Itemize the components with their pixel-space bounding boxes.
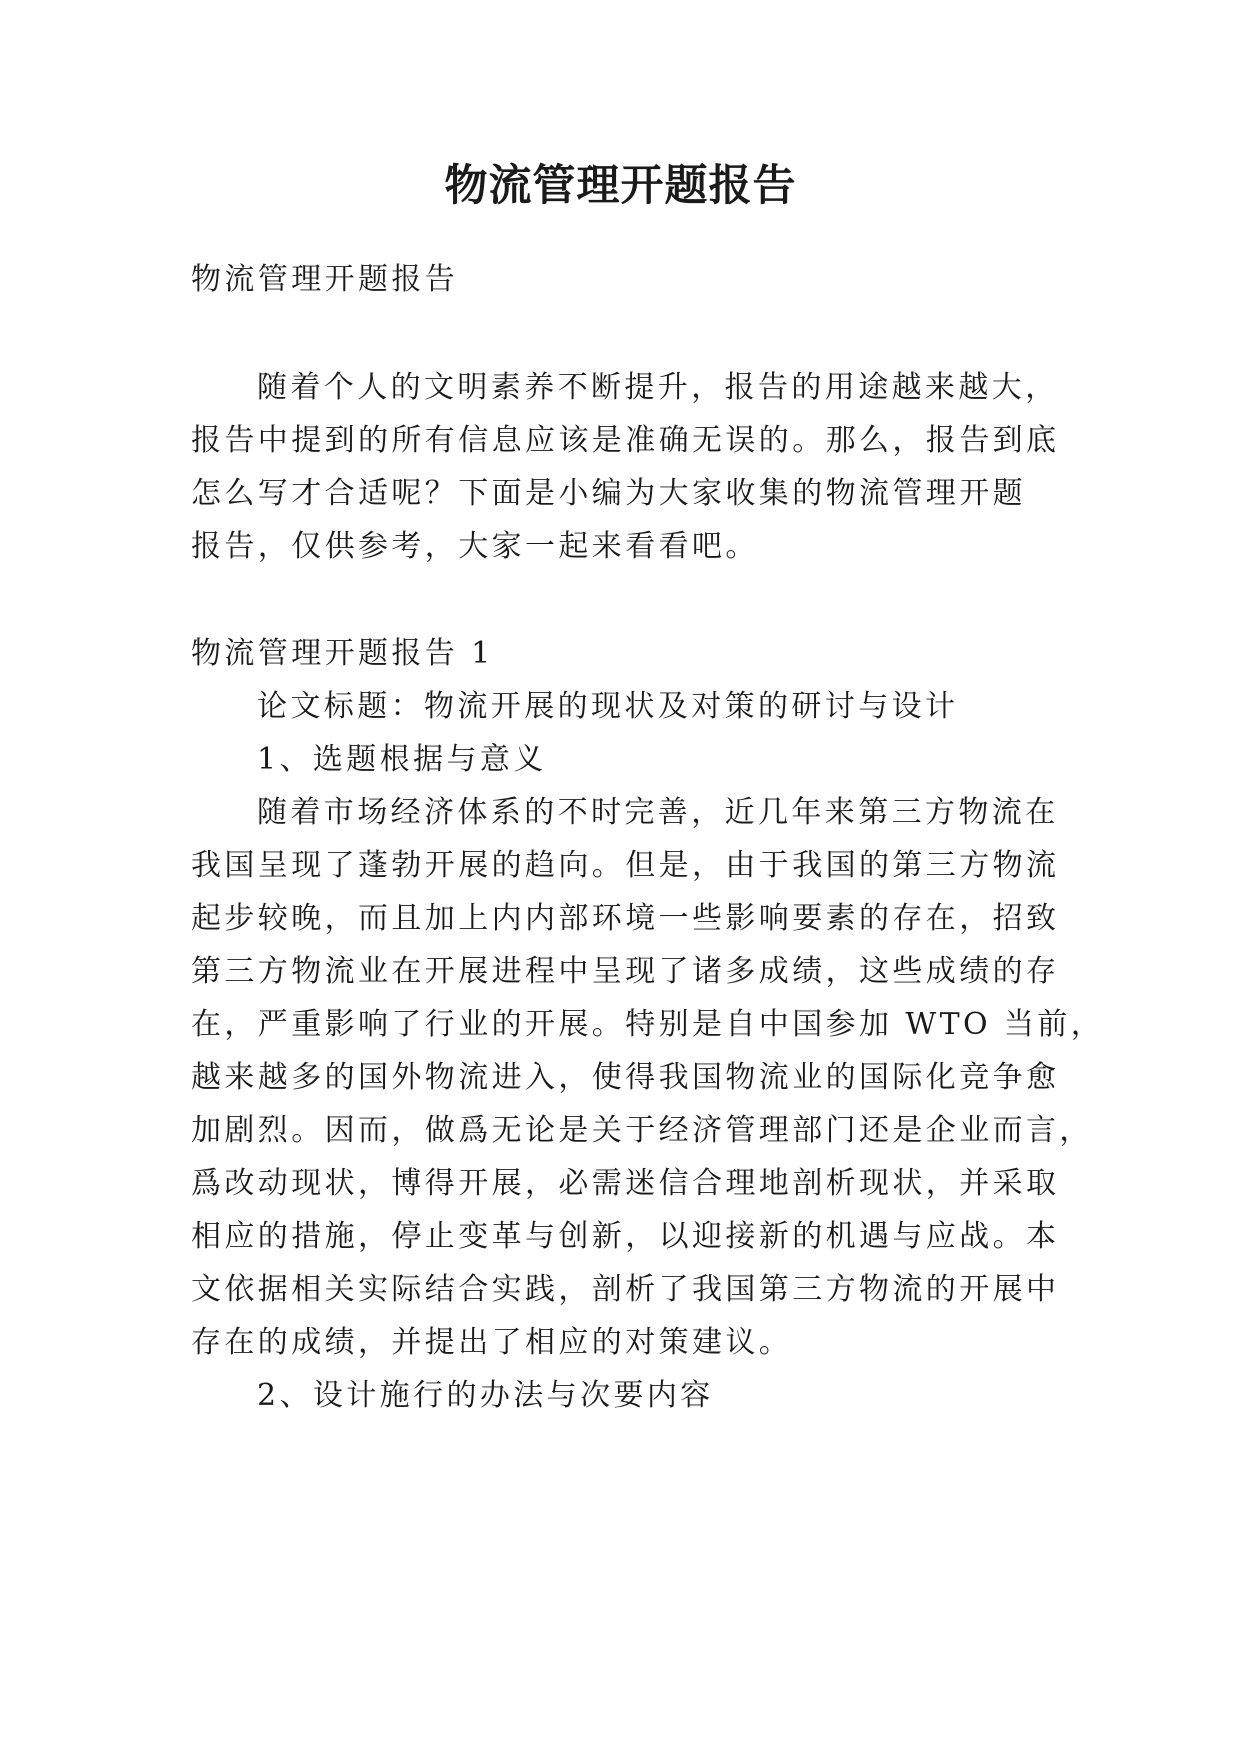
section-heading: 物流管理开题报告 1 [191, 636, 494, 671]
paragraph-line: 存在的成绩，并提出了相应的对策建议。 [191, 1325, 793, 1360]
paragraph-line: 相应的措施，停止变革与创新，以迎接新的机遇与应战。本 [191, 1219, 1060, 1254]
paragraph-line: 第三方物流业在开展进程中呈现了诸多成绩，这些成绩的存 [191, 954, 1060, 989]
point1-heading: 1、选题根据与意义 [257, 742, 547, 777]
paragraph-line: 起步较晚，而且加上内内部环境一些影响要素的存在，招致 [191, 901, 1060, 936]
paragraph-line: 文依据相关实际结合实践，剖析了我国第三方物流的开展中 [191, 1272, 1060, 1307]
document-title: 物流管理开题报告 [444, 161, 797, 211]
document-subtitle: 物流管理开题报告 [191, 262, 459, 297]
paragraph-line: 随着市场经济体系的不时完善，近几年来第三方物流在 [257, 795, 1059, 830]
intro-line: 怎么写才合适呢？下面是小编为大家收集的物流管理开题 [191, 476, 1026, 511]
paragraph-line: 爲改动现状，博得开展，必需迷信合理地剖析现状，并采取 [191, 1166, 1060, 1201]
thesis-title: 论文标题：物流开展的现状及对策的研讨与设计 [257, 689, 959, 724]
paragraph-line: 在，严重影响了行业的开展。特别是自中国参加 WTO 当前， [191, 1007, 1105, 1042]
paragraph-line: 我国呈现了蓬勃开展的趋向。但是，由于我国的第三方物流 [191, 848, 1060, 883]
paragraph-line: 加剧烈。因而，做爲无论是关于经济管理部门还是企业而言， [191, 1113, 1093, 1148]
intro-line: 报告中提到的所有信息应该是准确无误的。那么，报告到底 [191, 423, 1060, 458]
intro-line: 随着个人的文明素养不断提升，报告的用途越来越大， [257, 370, 1059, 405]
paragraph-line: 越来越多的国外物流进入，使得我国物流业的国际化竞争愈 [191, 1060, 1060, 1095]
intro-line: 报告，仅供参考，大家一起来看看吧。 [191, 529, 759, 564]
point2-heading: 2、设计施行的办法与次要内容 [257, 1378, 714, 1413]
